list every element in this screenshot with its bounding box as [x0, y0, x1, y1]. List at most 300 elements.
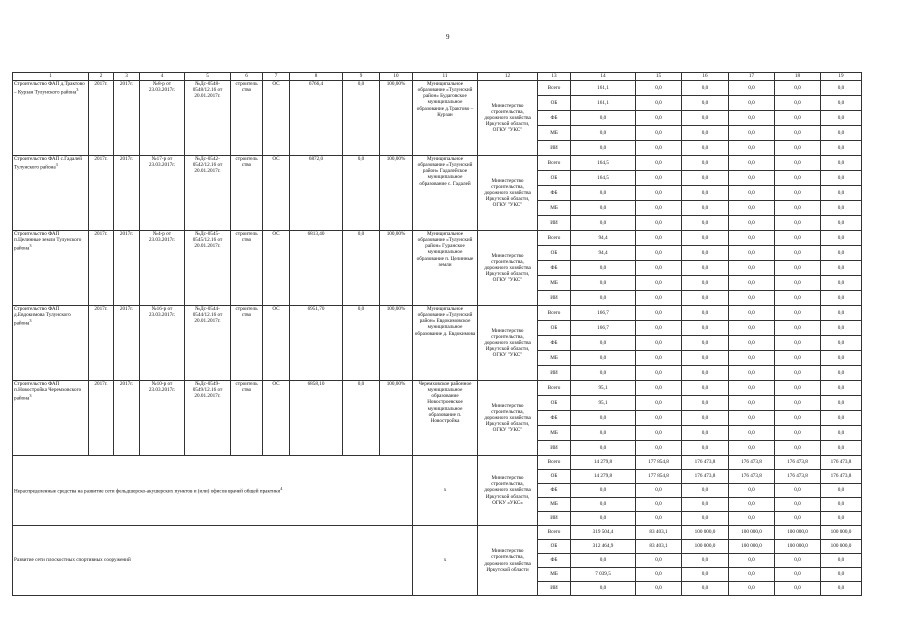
amount-cell: 0,0	[821, 96, 862, 111]
amount-cell: 0,0	[571, 201, 636, 216]
amount-cell: 0,0	[682, 411, 729, 426]
cell-c10: 100,00%	[380, 231, 413, 306]
cell-c2: 2017г.	[89, 381, 114, 456]
amount-cell: 83 403,1	[636, 526, 682, 540]
amount-cell: 0,0	[729, 186, 775, 201]
amount-cell: 0,0	[571, 441, 636, 456]
amount-cell: 0,0	[682, 96, 729, 111]
amount-cell: 0,0	[775, 111, 821, 126]
cell-c2: 2017г.	[89, 306, 114, 381]
amount-cell: 0,0	[682, 554, 729, 568]
amount-cell: 0,0	[636, 126, 682, 141]
amount-cell: 0,0	[682, 381, 729, 396]
header-row	[13, 73, 862, 81]
amount-cell: 0,0	[775, 351, 821, 366]
funding-source-label: ФБ	[538, 411, 571, 426]
table-row	[13, 456, 862, 470]
cell-c3: 2017г.	[114, 156, 140, 231]
amount-cell: 0,0	[775, 81, 821, 96]
amount-cell: 0,0	[682, 441, 729, 456]
amount-cell: 0,0	[729, 512, 775, 526]
funding-source-label: ИИ	[538, 582, 571, 596]
amount-cell: 164,5	[571, 171, 636, 186]
footnote-mark: 3	[55, 162, 58, 168]
amount-cell: 0,0	[682, 231, 729, 246]
amount-cell: 0,0	[775, 141, 821, 156]
amount-cell: 0,0	[729, 261, 775, 276]
amount-cell: 0,0	[729, 81, 775, 96]
amount-cell: 0,0	[775, 396, 821, 411]
amount-cell: 176 473,8	[682, 456, 729, 470]
cell-c6: строитель ство	[231, 156, 263, 231]
amount-cell: 0,0	[821, 261, 862, 276]
amount-cell: 0,0	[775, 411, 821, 426]
table-row	[13, 156, 862, 171]
amount-cell: 176 473,8	[729, 470, 775, 484]
cell-c8: 6813,40	[290, 231, 343, 306]
amount-cell: 0,0	[775, 554, 821, 568]
object-name: Строительство ФАП п.Новостройка Черемховского района	[14, 381, 82, 402]
cell-c11: Черемховское районное муниципальное образование Новостроевское муниципальное образование п. Новостройка	[413, 381, 478, 456]
amount-cell: 0,0	[636, 568, 682, 582]
amount-cell: 0,0	[821, 441, 862, 456]
amount-cell: 0,0	[821, 411, 862, 426]
amount-cell: 0,0	[571, 366, 636, 381]
amount-cell: 0,0	[729, 441, 775, 456]
responsible-cell: Министерство строительства, дорожного хозяйства Иркутской области, ОГКУ "УКС"	[478, 381, 538, 456]
amount-cell: 83 403,1	[636, 540, 682, 554]
cell-c6: строитель ство	[231, 81, 263, 156]
responsible-cell: Министерство строительства, дорожного хозяйства Иркутской области, ОГКУ "УКС"	[478, 306, 538, 381]
amount-cell: 0,0	[729, 156, 775, 171]
amount-cell: 0,0	[682, 216, 729, 231]
object-name-cell	[13, 81, 89, 156]
amount-cell: 0,0	[636, 186, 682, 201]
amount-cell: 0,0	[571, 141, 636, 156]
amount-cell: 0,0	[775, 568, 821, 582]
amount-cell: 176 473,8	[821, 470, 862, 484]
cell-c5: №Дс-0548-0548/12.16 от 20.01.2017г.	[185, 81, 231, 156]
funding-source-label: ИИ	[538, 366, 571, 381]
funding-source-label: МБ	[538, 276, 571, 291]
amount-cell: 0,0	[821, 568, 862, 582]
table-row	[13, 81, 862, 96]
amount-cell: 94,4	[571, 246, 636, 261]
amount-cell: 0,0	[682, 291, 729, 306]
object-name: Нераспределенные средства на развитие сети фельдшерско-акушерских пунктов и (или) офисов врачей общей практики	[14, 488, 281, 495]
cell-c11: х	[413, 526, 478, 596]
amount-cell: 0,0	[821, 141, 862, 156]
funding-source-label: ОБ	[538, 246, 571, 261]
object-name: Строительство ФАП с.Гадалей Тулунского района	[14, 156, 83, 171]
amount-cell: 0,0	[636, 291, 682, 306]
amount-cell: 0,0	[775, 186, 821, 201]
cell-c4: №17-р от 23.03.2017г.	[140, 156, 185, 231]
cell-c9: 0,0	[343, 381, 380, 456]
amount-cell: 0,0	[636, 426, 682, 441]
amount-cell: 0,0	[571, 126, 636, 141]
cell-c3: 2017г.	[114, 381, 140, 456]
funding-source-label: ИИ	[538, 512, 571, 526]
object-name: Строительство ФАП п.Целинные земли Тулунского района	[14, 231, 82, 252]
funding-source-label: Всего	[538, 306, 571, 321]
amount-cell: 0,0	[682, 156, 729, 171]
amount-cell: 0,0	[775, 498, 821, 512]
amount-cell: 164,5	[571, 156, 636, 171]
amount-cell: 0,0	[682, 336, 729, 351]
amount-cell: 0,0	[571, 261, 636, 276]
amount-cell: 95,1	[571, 381, 636, 396]
amount-cell: 0,0	[821, 321, 862, 336]
cell-c3: 2017г.	[114, 81, 140, 156]
column-header: 11	[413, 73, 478, 81]
column-header: 6	[231, 73, 263, 81]
amount-cell: 166,7	[571, 321, 636, 336]
footnote-mark: 3	[29, 318, 32, 324]
amount-cell: 0,0	[821, 201, 862, 216]
footnote-mark: 4	[280, 486, 283, 492]
cell-c7: ОС	[263, 231, 290, 306]
amount-cell: 0,0	[775, 96, 821, 111]
funding-source-label: МБ	[538, 498, 571, 512]
amount-cell: 0,0	[682, 582, 729, 596]
amount-cell: 0,0	[775, 512, 821, 526]
responsible-cell: Министерство строительства, дорожного хозяйства Иркутской области, ОГКУ "УКС"	[478, 81, 538, 156]
column-header: 5	[185, 73, 231, 81]
amount-cell: 100 000,0	[729, 526, 775, 540]
amount-cell: 0,0	[571, 276, 636, 291]
amount-cell: 177 854,8	[636, 456, 682, 470]
funding-source-label: ФБ	[538, 111, 571, 126]
amount-cell: 0,0	[682, 246, 729, 261]
cell-c4: №16-р от 23.03.2017г.	[140, 306, 185, 381]
cell-c8: 6872,0	[290, 156, 343, 231]
amount-cell: 0,0	[775, 171, 821, 186]
cell-c11: Муниципальное образование «Тулунский район» Будаговское муниципальное образование д.Трактово – Курзан	[413, 81, 478, 156]
cell-c4: №10-р от 23.03.2017г.	[140, 381, 185, 456]
funding-source-label: МБ	[538, 426, 571, 441]
amount-cell: 0,0	[821, 366, 862, 381]
amount-cell: 0,0	[821, 498, 862, 512]
cell-c8: 6858,10	[290, 381, 343, 456]
amount-cell: 0,0	[682, 321, 729, 336]
amount-cell: 161,1	[571, 96, 636, 111]
amount-cell: 0,0	[821, 554, 862, 568]
funding-source-label: МБ	[538, 126, 571, 141]
amount-cell: 0,0	[729, 554, 775, 568]
amount-cell: 0,0	[821, 484, 862, 498]
amount-cell: 176 473,8	[682, 470, 729, 484]
cell-c11: Муниципальное образование «Тулунский район» Гуранское муниципальное образование п. Целинные земли	[413, 231, 478, 306]
column-header: 14	[571, 73, 636, 81]
amount-cell: 0,0	[682, 366, 729, 381]
funding-source-label: ОБ	[538, 96, 571, 111]
amount-cell: 0,0	[636, 306, 682, 321]
amount-cell: 0,0	[821, 171, 862, 186]
funding-source-label: ФБ	[538, 261, 571, 276]
object-name: Строительство ФАП д.Евдокимова Тулунского района	[14, 306, 71, 327]
responsible-cell: Министерство строительства, дорожного хозяйства Иркутской области, ОГКУ «УКС»	[478, 456, 538, 526]
amount-cell: 176 473,8	[775, 470, 821, 484]
amount-cell: 0,0	[729, 141, 775, 156]
amount-cell: 0,0	[775, 231, 821, 246]
amount-cell: 0,0	[821, 276, 862, 291]
amount-cell: 0,0	[821, 512, 862, 526]
amount-cell: 0,0	[775, 276, 821, 291]
amount-cell: 0,0	[682, 396, 729, 411]
amount-cell: 0,0	[636, 321, 682, 336]
funding-source-label: ИИ	[538, 141, 571, 156]
amount-cell: 0,0	[571, 582, 636, 596]
cell-c6: строитель ство	[231, 231, 263, 306]
amount-cell: 0,0	[571, 111, 636, 126]
funding-source-label: ОБ	[538, 470, 571, 484]
amount-cell: 0,0	[775, 582, 821, 596]
column-header: 16	[682, 73, 729, 81]
cell-c4: №4-р от 23.03.2017г.	[140, 231, 185, 306]
amount-cell: 0,0	[571, 291, 636, 306]
amount-cell: 0,0	[821, 126, 862, 141]
amount-cell: 0,0	[571, 512, 636, 526]
column-header: 17	[729, 73, 775, 81]
column-header: 10	[380, 73, 413, 81]
amount-cell: 100 000,0	[775, 540, 821, 554]
amount-cell: 7 039,5	[571, 568, 636, 582]
footnote-mark: 3	[76, 87, 79, 93]
footnote-mark: 3	[29, 243, 32, 249]
amount-cell: 0,0	[821, 231, 862, 246]
cell-c3: 2017г.	[114, 306, 140, 381]
amount-cell: 0,0	[571, 186, 636, 201]
amount-cell: 0,0	[775, 261, 821, 276]
column-header: 2	[89, 73, 114, 81]
amount-cell: 0,0	[775, 426, 821, 441]
amount-cell: 100 000,0	[682, 526, 729, 540]
amount-cell: 0,0	[682, 484, 729, 498]
cell-c9: 0,0	[343, 81, 380, 156]
amount-cell: 0,0	[821, 582, 862, 596]
amount-cell: 0,0	[636, 171, 682, 186]
amount-cell: 0,0	[729, 246, 775, 261]
cell-c10: 100,00%	[380, 381, 413, 456]
amount-cell: 177 854,8	[636, 470, 682, 484]
funding-source-label: Всего	[538, 81, 571, 96]
column-header: 9	[343, 73, 380, 81]
amount-cell: 0,0	[636, 156, 682, 171]
amount-cell: 0,0	[775, 156, 821, 171]
amount-cell: 0,0	[729, 216, 775, 231]
amount-cell: 0,0	[636, 351, 682, 366]
funding-source-label: ОБ	[538, 321, 571, 336]
column-header: 4	[140, 73, 185, 81]
cell-c2: 2017г.	[89, 231, 114, 306]
funding-source-label: Всего	[538, 231, 571, 246]
cell-c11: Муниципальное образование «Тулунский район» Гадалейское муниципальное образование с. Гадалей	[413, 156, 478, 231]
amount-cell: 0,0	[682, 512, 729, 526]
amount-cell: 0,0	[775, 126, 821, 141]
amount-cell: 0,0	[636, 201, 682, 216]
amount-cell: 0,0	[682, 276, 729, 291]
funding-source-label: ФБ	[538, 336, 571, 351]
cell-c4: №8-р от 23.03.2017г.	[140, 81, 185, 156]
funding-source-label: Всего	[538, 526, 571, 540]
table-row	[13, 306, 862, 321]
amount-cell: 100 000,0	[775, 526, 821, 540]
object-name-cell	[13, 156, 89, 231]
amount-cell: 0,0	[821, 306, 862, 321]
responsible-cell: Министерство строительства, дорожного хозяйства Иркутской области	[478, 526, 538, 596]
amount-cell: 312 464,9	[571, 540, 636, 554]
amount-cell: 0,0	[821, 216, 862, 231]
column-header: 1	[13, 73, 89, 81]
amount-cell: 0,0	[775, 246, 821, 261]
cell-c5: №Дс-0545-0545/12.16 от 20.01.2017г.	[185, 231, 231, 306]
cell-c3: 2017г.	[114, 231, 140, 306]
cell-c7: ОС	[263, 306, 290, 381]
amount-cell: 0,0	[571, 554, 636, 568]
cell-c5: №Дс-0549-0549/12.16 от 20.01.2017г.	[185, 381, 231, 456]
amount-cell: 0,0	[636, 261, 682, 276]
amount-cell: 0,0	[636, 582, 682, 596]
column-header: 7	[263, 73, 290, 81]
amount-cell: 0,0	[636, 111, 682, 126]
amount-cell: 0,0	[636, 366, 682, 381]
amount-cell: 166,7	[571, 306, 636, 321]
responsible-cell: Министерство строительства, дорожного хозяйства Иркутской области, ОГКУ "УКС"	[478, 156, 538, 231]
amount-cell: 0,0	[682, 126, 729, 141]
amount-cell: 0,0	[636, 441, 682, 456]
amount-cell: 0,0	[821, 81, 862, 96]
cell-c6: строитель ство	[231, 306, 263, 381]
funding-source-label: МБ	[538, 201, 571, 216]
cell-c2: 2017г.	[89, 156, 114, 231]
amount-cell: 0,0	[729, 111, 775, 126]
amount-cell: 0,0	[571, 411, 636, 426]
amount-cell: 0,0	[636, 498, 682, 512]
amount-cell: 0,0	[636, 411, 682, 426]
amount-cell: 0,0	[571, 351, 636, 366]
funding-source-label: Всего	[538, 381, 571, 396]
amount-cell: 0,0	[729, 381, 775, 396]
amount-cell: 0,0	[571, 216, 636, 231]
amount-cell: 0,0	[636, 81, 682, 96]
amount-cell: 0,0	[682, 171, 729, 186]
cell-c2: 2017г.	[89, 81, 114, 156]
funding-source-label: ОБ	[538, 396, 571, 411]
column-header: 3	[114, 73, 140, 81]
amount-cell: 0,0	[636, 512, 682, 526]
amount-cell: 100 000,0	[729, 540, 775, 554]
amount-cell: 0,0	[729, 582, 775, 596]
amount-cell: 0,0	[729, 171, 775, 186]
object-name-cell	[13, 381, 89, 456]
amount-cell: 0,0	[636, 396, 682, 411]
amount-cell: 0,0	[821, 291, 862, 306]
table-body	[13, 73, 862, 596]
amount-cell: 0,0	[682, 111, 729, 126]
column-header: 12	[478, 73, 538, 81]
funding-source-label: МБ	[538, 568, 571, 582]
amount-cell: 0,0	[821, 111, 862, 126]
amount-cell: 0,0	[775, 441, 821, 456]
responsible-cell: Министерство строительства, дорожного хозяйства Иркутской области, ОГКУ "УКС"	[478, 231, 538, 306]
amount-cell: 0,0	[636, 216, 682, 231]
amount-cell: 0,0	[729, 276, 775, 291]
amount-cell: 0,0	[682, 498, 729, 512]
amount-cell: 0,0	[682, 201, 729, 216]
amount-cell: 0,0	[636, 141, 682, 156]
object-name-cell	[13, 231, 89, 306]
amount-cell: 176 473,8	[821, 456, 862, 470]
amount-cell: 94,4	[571, 231, 636, 246]
funding-source-label: ИИ	[538, 441, 571, 456]
amount-cell: 0,0	[636, 484, 682, 498]
object-name-cell	[13, 526, 413, 596]
amount-cell: 0,0	[729, 306, 775, 321]
amount-cell: 319 504,4	[571, 526, 636, 540]
amount-cell: 0,0	[571, 336, 636, 351]
cell-c10: 100,00%	[380, 306, 413, 381]
amount-cell: 0,0	[775, 336, 821, 351]
cell-c6: строитель ство	[231, 381, 263, 456]
amount-cell: 0,0	[821, 426, 862, 441]
amount-cell: 176 473,8	[775, 456, 821, 470]
amount-cell: 0,0	[636, 381, 682, 396]
amount-cell: 0,0	[682, 261, 729, 276]
amount-cell: 100 000,0	[821, 540, 862, 554]
cell-c10: 100,00%	[380, 156, 413, 231]
amount-cell: 0,0	[821, 396, 862, 411]
amount-cell: 0,0	[775, 216, 821, 231]
cell-c7: ОС	[263, 156, 290, 231]
cell-c11: Муниципальное образование «Тулунский район» Евдокимовское муниципальное образование д. Евдокимова	[413, 306, 478, 381]
amount-cell: 0,0	[775, 201, 821, 216]
column-header: 8	[290, 73, 343, 81]
funding-source-label: МБ	[538, 351, 571, 366]
amount-cell: 0,0	[571, 426, 636, 441]
amount-cell: 0,0	[821, 246, 862, 261]
object-name-cell	[13, 306, 89, 381]
footnote-mark: 3	[29, 393, 32, 399]
column-header: 19	[821, 73, 862, 81]
amount-cell: 0,0	[682, 568, 729, 582]
table-row	[13, 231, 862, 246]
amount-cell: 0,0	[821, 351, 862, 366]
amount-cell: 0,0	[729, 231, 775, 246]
amount-cell: 0,0	[729, 126, 775, 141]
page-number: 9	[446, 33, 450, 41]
object-name-cell	[13, 456, 413, 526]
amount-cell: 0,0	[682, 426, 729, 441]
amount-cell: 0,0	[636, 96, 682, 111]
cell-c7: ОС	[263, 381, 290, 456]
amount-cell: 0,0	[682, 351, 729, 366]
cell-c9: 0,0	[343, 156, 380, 231]
amount-cell: 0,0	[775, 366, 821, 381]
amount-cell: 0,0	[729, 568, 775, 582]
table-row	[13, 526, 862, 540]
amount-cell: 0,0	[729, 498, 775, 512]
amount-cell: 0,0	[682, 186, 729, 201]
amount-cell: 161,1	[571, 81, 636, 96]
amount-cell: 0,0	[729, 426, 775, 441]
cell-c5: №Дс-0542-0542/12.16 от 20.01.2017г.	[185, 156, 231, 231]
funding-source-label: ОБ	[538, 171, 571, 186]
amount-cell: 0,0	[729, 291, 775, 306]
column-header: 18	[775, 73, 821, 81]
cell-c8: 6766,4	[290, 81, 343, 156]
amount-cell: 14 279,8	[571, 470, 636, 484]
